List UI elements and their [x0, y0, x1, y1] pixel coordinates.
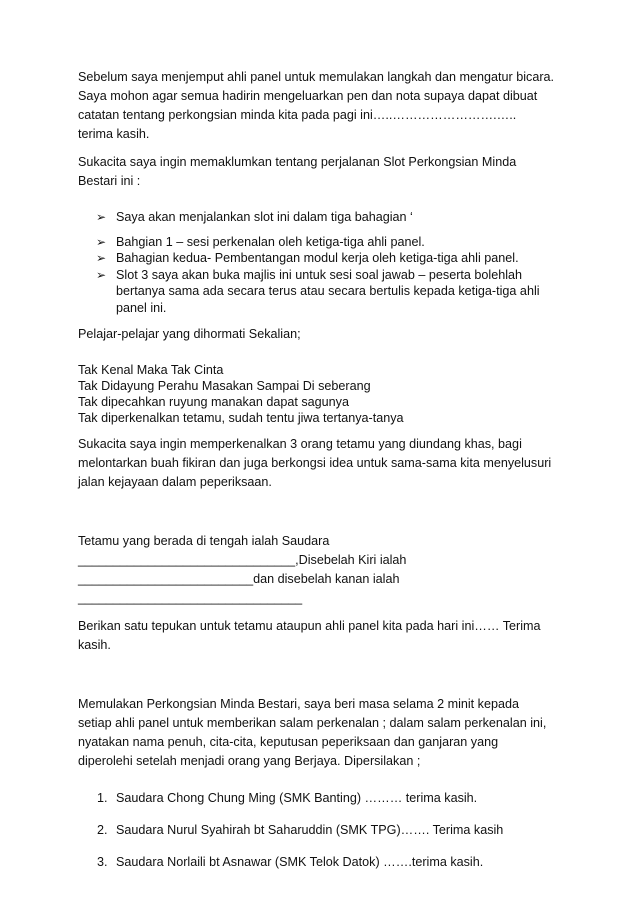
text-line: Bahgian 1 – sesi perkenalan oleh ketiga-tiga ahli panel.	[116, 234, 425, 249]
blank-line: _________________________dan disebelah kanan ialah	[78, 572, 400, 586]
blank-line: ________________________________	[78, 591, 303, 605]
speaker-text: Saudara Nurul Syahirah bt Saharuddin (SMK TPG)……. Terima kasih	[116, 823, 504, 837]
greeting-line: Pelajar-pelajar yang dihormati Sekalian;	[78, 327, 301, 341]
session-bullet-list	[78, 209, 578, 316]
bullet-item	[96, 209, 578, 226]
pantun-line: Tak Kenal Maka Tak Cinta	[78, 363, 224, 377]
intro-paragraph	[78, 68, 578, 144]
pantun-line: Tak diperkenalkan tetamu, sudah tentu jiwa tertanya-tanya	[78, 411, 404, 425]
text-line: setiap ahli panel untuk memberikan salam perkenalan ; dalam salam perkenalan ini,	[78, 716, 547, 730]
bullet-item	[96, 267, 578, 317]
pantun-line: Tak Didayung Perahu Masakan Sampai Di seberang	[78, 379, 371, 393]
speaker-text: Saudara Chong Chung Ming (SMK Banting) ……… terima kasih.	[116, 791, 478, 805]
list-number: 2.	[97, 823, 108, 837]
text-line: Slot 3 saya akan buka majlis ini untuk sesi soal jawab – peserta bolehlah	[116, 267, 523, 282]
text-line: diperolehi setelah menjadi orang yang Berjaya. Dipersilakan ;	[78, 754, 421, 768]
text-line: Sukacita saya ingin memaklumkan tentang perjalanan Slot Perkongsian Minda	[78, 155, 517, 169]
text-line: Saya mohon agar semua hadirin mengeluarkan pen dan nota supaya dapat dibuat	[78, 89, 538, 103]
introduce-paragraph	[78, 435, 578, 492]
text-line: Bahagian kedua- Pembentangan modul kerja oleh ketiga-tiga ahli panel.	[116, 251, 519, 265]
text-line: Sukacita saya ingin memperkenalkan 3 orang tetamu yang diundang khas, bagi	[78, 437, 522, 451]
text-line: panel ini.	[116, 300, 167, 315]
text-line: kasih.	[78, 638, 111, 652]
text-line: catatan tentang perkongsian minda kita pada pagi ini…..…………………….…..	[78, 108, 517, 122]
text-line: terima kasih.	[78, 127, 150, 141]
announce-paragraph	[78, 153, 578, 191]
applause-paragraph	[78, 617, 578, 655]
document-page	[78, 68, 578, 885]
guests-paragraph	[78, 532, 578, 608]
speaker-item	[78, 821, 578, 840]
pantun-verse	[78, 362, 578, 426]
text-line: Memulakan Perkongsian Minda Bestari, saya beri masa selama 2 minit kepada	[78, 697, 519, 711]
list-number: 3.	[97, 855, 108, 869]
arrow-bullet-icon: ➢	[96, 234, 107, 249]
text-line: Bestari ini :	[78, 174, 141, 188]
blank-line: _______________________________,Disebelah Kiri ialah	[78, 553, 407, 567]
list-number: 1.	[97, 791, 108, 805]
arrow-bullet-icon: ➢	[96, 210, 107, 224]
text-line: Tetamu yang berada di tengah ialah Saudara	[78, 534, 330, 548]
arrow-bullet-icon: ➢	[96, 251, 107, 265]
text-line: jalan kejayaan dalam peperiksaan.	[78, 475, 272, 489]
text-line: bertanya sama ada secara terus atau secara bertulis kepada ketiga-tiga ahli	[116, 284, 540, 298]
speaker-item	[78, 789, 578, 808]
bullet-item	[96, 234, 578, 251]
text-line: melontarkan buah fikiran dan juga berkongsi idea untuk sama-sama kita menyelusuri	[78, 456, 552, 470]
text-line: nyatakan nama penuh, cita-cita, keputusan peperiksaan dan ganjaran yang	[78, 735, 499, 749]
begin-paragraph	[78, 695, 578, 771]
text-line: Sebelum saya menjemput ahli panel untuk memulakan langkah dan mengatur bicara.	[78, 70, 555, 84]
text-line: Saya akan menjalankan slot ini dalam tiga bahagian ‘	[116, 210, 413, 224]
bullet-item	[96, 250, 578, 267]
text-line: Berikan satu tepukan untuk tetamu ataupun ahli panel kita pada hari ini…… Terima	[78, 619, 541, 633]
speaker-text: Saudara Norlaili bt Asnawar (SMK Telok Datok) …….terima kasih.	[116, 855, 484, 869]
pantun-line: Tak dipecahkan ruyung manakan dapat sagunya	[78, 395, 349, 409]
speaker-item	[78, 853, 578, 872]
speaker-list	[78, 789, 578, 872]
arrow-bullet-icon: ➢	[96, 267, 107, 282]
